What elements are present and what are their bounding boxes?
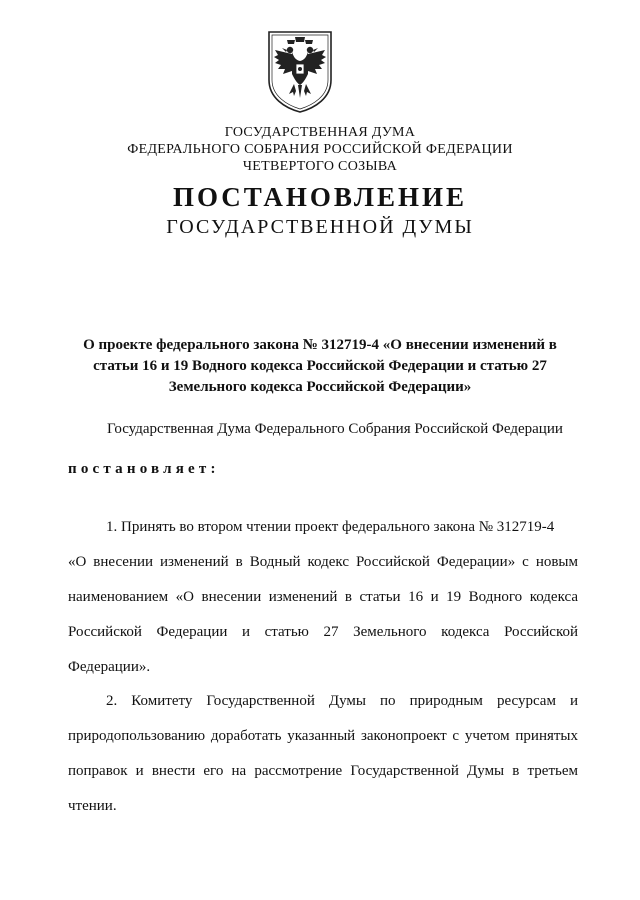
paragraph-line: чтении. <box>68 798 117 814</box>
document-issuer-title: ГОСУДАРСТВЕННОЙ ДУМЫ <box>166 216 474 238</box>
paragraph-line: «О внесении изменений в Водный кодекс Российской Федерации» с новым <box>68 554 578 570</box>
paragraph-line: Российской Федерации и статью 27 Земельного кодекса Российской <box>68 624 578 640</box>
subject-line: статьи 16 и 19 Водного кодекса Российской Федерации и статью 27 <box>93 358 547 374</box>
paragraph-line: наименованием «О внесении изменений в статьи 16 и 19 Водного кодекса <box>68 589 578 605</box>
subject-line: Земельного кодекса Российской Федерации» <box>168 379 472 395</box>
paragraph-line: 2. Комитету Государственной Думы по природным ресурсам и <box>106 693 578 709</box>
paragraph-line: природопользованию доработать указанный законопроект с учетом принятых <box>68 728 578 744</box>
header-line-convocation: ЧЕТВЕРТОГО СОЗЫВА <box>242 159 398 174</box>
paragraph-line: поправок и внести его на рассмотрение Государственной Думы в третьем <box>68 763 578 779</box>
header-line-duma: ГОСУДАРСТВЕННАЯ ДУМА <box>224 125 416 140</box>
document-type-title: ПОСТАНОВЛЕНИЕ <box>172 182 468 212</box>
resolution-paragraph-2 <box>68 691 578 816</box>
resolution-paragraph-1 <box>68 517 578 677</box>
paragraph-line: 1. Принять во втором чтении проект федерального закона № 312719-4 <box>106 519 555 535</box>
issuer-header <box>0 124 640 175</box>
document-subject <box>60 335 580 398</box>
preamble-text: Государственная Дума Федерального Собрания Российской Федерации <box>107 421 563 437</box>
resolves-text: постановляет: <box>68 461 220 477</box>
coat-of-arms-icon <box>265 28 335 114</box>
paragraph-line: Федерации». <box>68 659 151 675</box>
subject-line: О проекте федерального закона № 312719-4 «О внесении изменений в <box>83 337 557 353</box>
header-line-federal-assembly: ФЕДЕРАЛЬНОГО СОБРАНИЯ РОССИЙСКОЙ ФЕДЕРАЦИИ <box>127 142 513 157</box>
